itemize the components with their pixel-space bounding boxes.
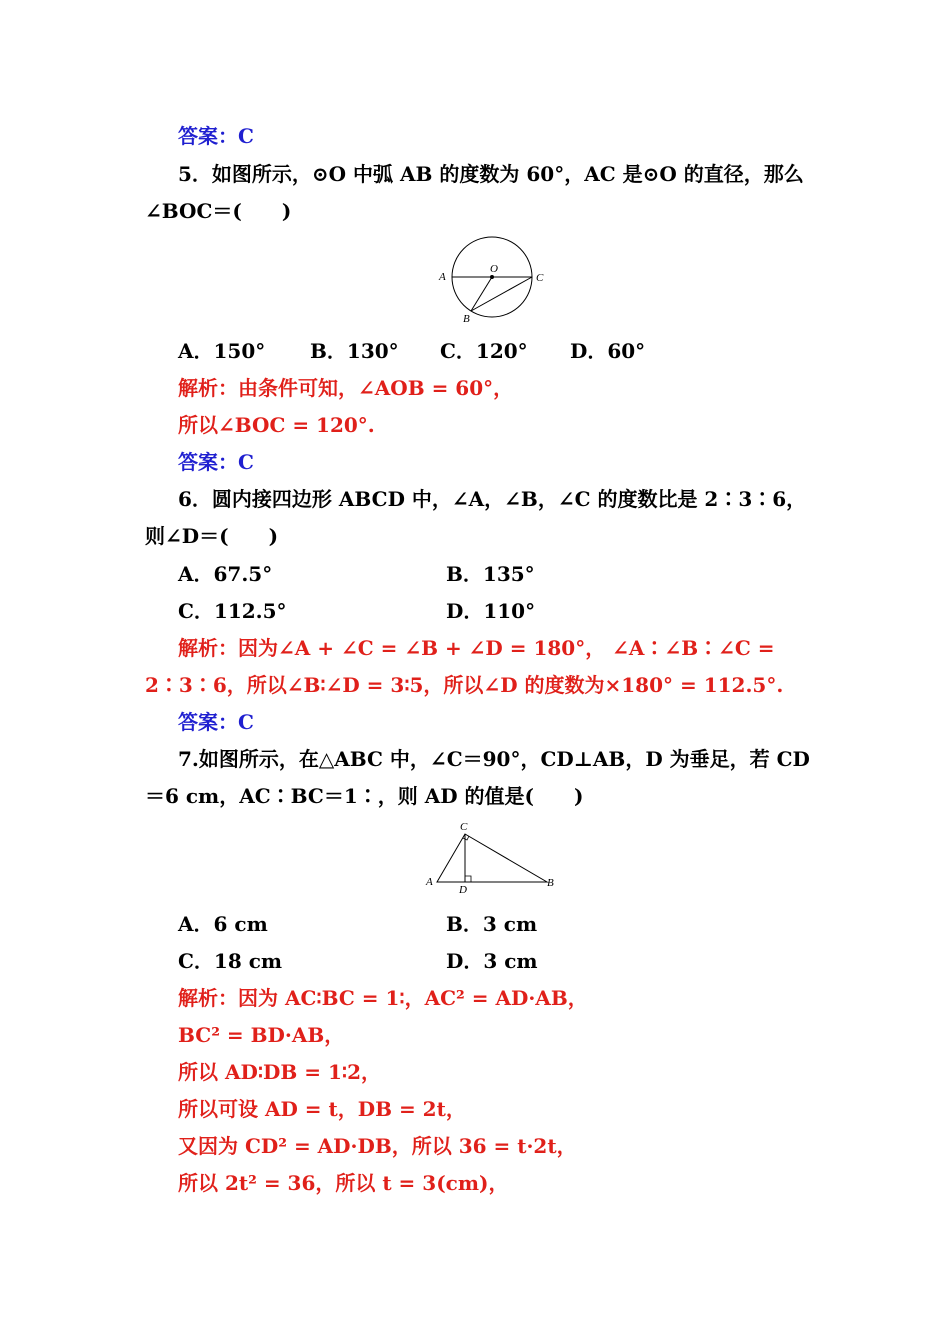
- q5-option-d: D．60°: [570, 339, 646, 363]
- solution-5-line-1: 解析：由条件可知，∠AOB = 60°，: [178, 376, 514, 400]
- solution-6-line-1: 解析：因为∠A + ∠C = ∠B + ∠D = 180°， ∠A∶∠B∶∠C =: [178, 636, 775, 660]
- q6-option-b: B．135°: [446, 562, 535, 586]
- answer-6: 答案：C: [178, 710, 254, 734]
- question-7-line-1: 7.如图所示，在△ABC 中，∠C＝90°，CD⊥AB，D 为垂足，若 CD: [178, 747, 810, 771]
- solution-7-line-4: 所以可设 AD = t，DB = 2t，: [178, 1097, 466, 1121]
- q5-option-a: A．150°: [178, 339, 266, 363]
- q5-option-c: C．120°: [440, 339, 528, 363]
- fig-label-c: C: [536, 272, 544, 284]
- question-7-line-2: ＝6 cm，AC∶BC＝1∶，则 AD 的值是( ): [145, 784, 584, 808]
- question-5-line-2: ∠BOC＝( ): [145, 199, 292, 223]
- solution-6-line-2: 2∶3∶6，所以∠B∶∠D = 3∶5，所以∠D 的度数为×180° = 112.5°.: [145, 673, 784, 697]
- q7-option-d: D．3 cm: [446, 949, 538, 973]
- q7-option-a: A．6 cm: [178, 912, 268, 936]
- q6-option-a: A．67.5°: [178, 562, 273, 586]
- circle-figure: [430, 232, 550, 328]
- q7-option-c: C．18 cm: [178, 949, 283, 973]
- solution-7-line-3: 所以 AD∶DB = 1∶2，: [178, 1060, 381, 1084]
- fig-label-o: O: [490, 263, 498, 275]
- solution-7-line-2: BC² = BD·AB，: [178, 1023, 345, 1047]
- solution-7-line-5: 又因为 CD² = AD·DB，所以 36 = t·2t，: [178, 1134, 577, 1158]
- solution-5-line-2: 所以∠BOC = 120°.: [178, 413, 375, 437]
- tri-label-a: A: [426, 876, 433, 888]
- question-6-line-2: 则∠D＝( ): [145, 524, 279, 548]
- q6-option-d: D．110°: [446, 599, 536, 623]
- q6-option-c: C．112.5°: [178, 599, 287, 623]
- answer-5: 答案：C: [178, 450, 254, 474]
- answer-4: 答案：C: [178, 124, 254, 148]
- solution-7-line-6: 所以 2t² = 36，所以 t = 3(cm)，: [178, 1171, 509, 1195]
- question-5-line-1: 5．如图所示，⊙O 中弧 AB 的度数为 60°，AC 是⊙O 的直径，那么: [178, 162, 804, 186]
- tri-label-c: C: [460, 821, 468, 833]
- q7-option-b: B．3 cm: [446, 912, 538, 936]
- fig-label-b: B: [463, 313, 470, 325]
- q5-option-b: B．130°: [310, 339, 399, 363]
- solution-7-line-1: 解析：因为 AC∶BC = 1∶，AC² = AD·AB，: [178, 986, 588, 1010]
- fig-label-a: A: [439, 271, 446, 283]
- triangle-figure: [420, 818, 560, 898]
- tri-label-d: D: [459, 884, 467, 896]
- tri-label-b: B: [547, 877, 554, 889]
- question-6-line-1: 6．圆内接四边形 ABCD 中，∠A，∠B，∠C 的度数比是 2∶3∶6，: [178, 487, 807, 511]
